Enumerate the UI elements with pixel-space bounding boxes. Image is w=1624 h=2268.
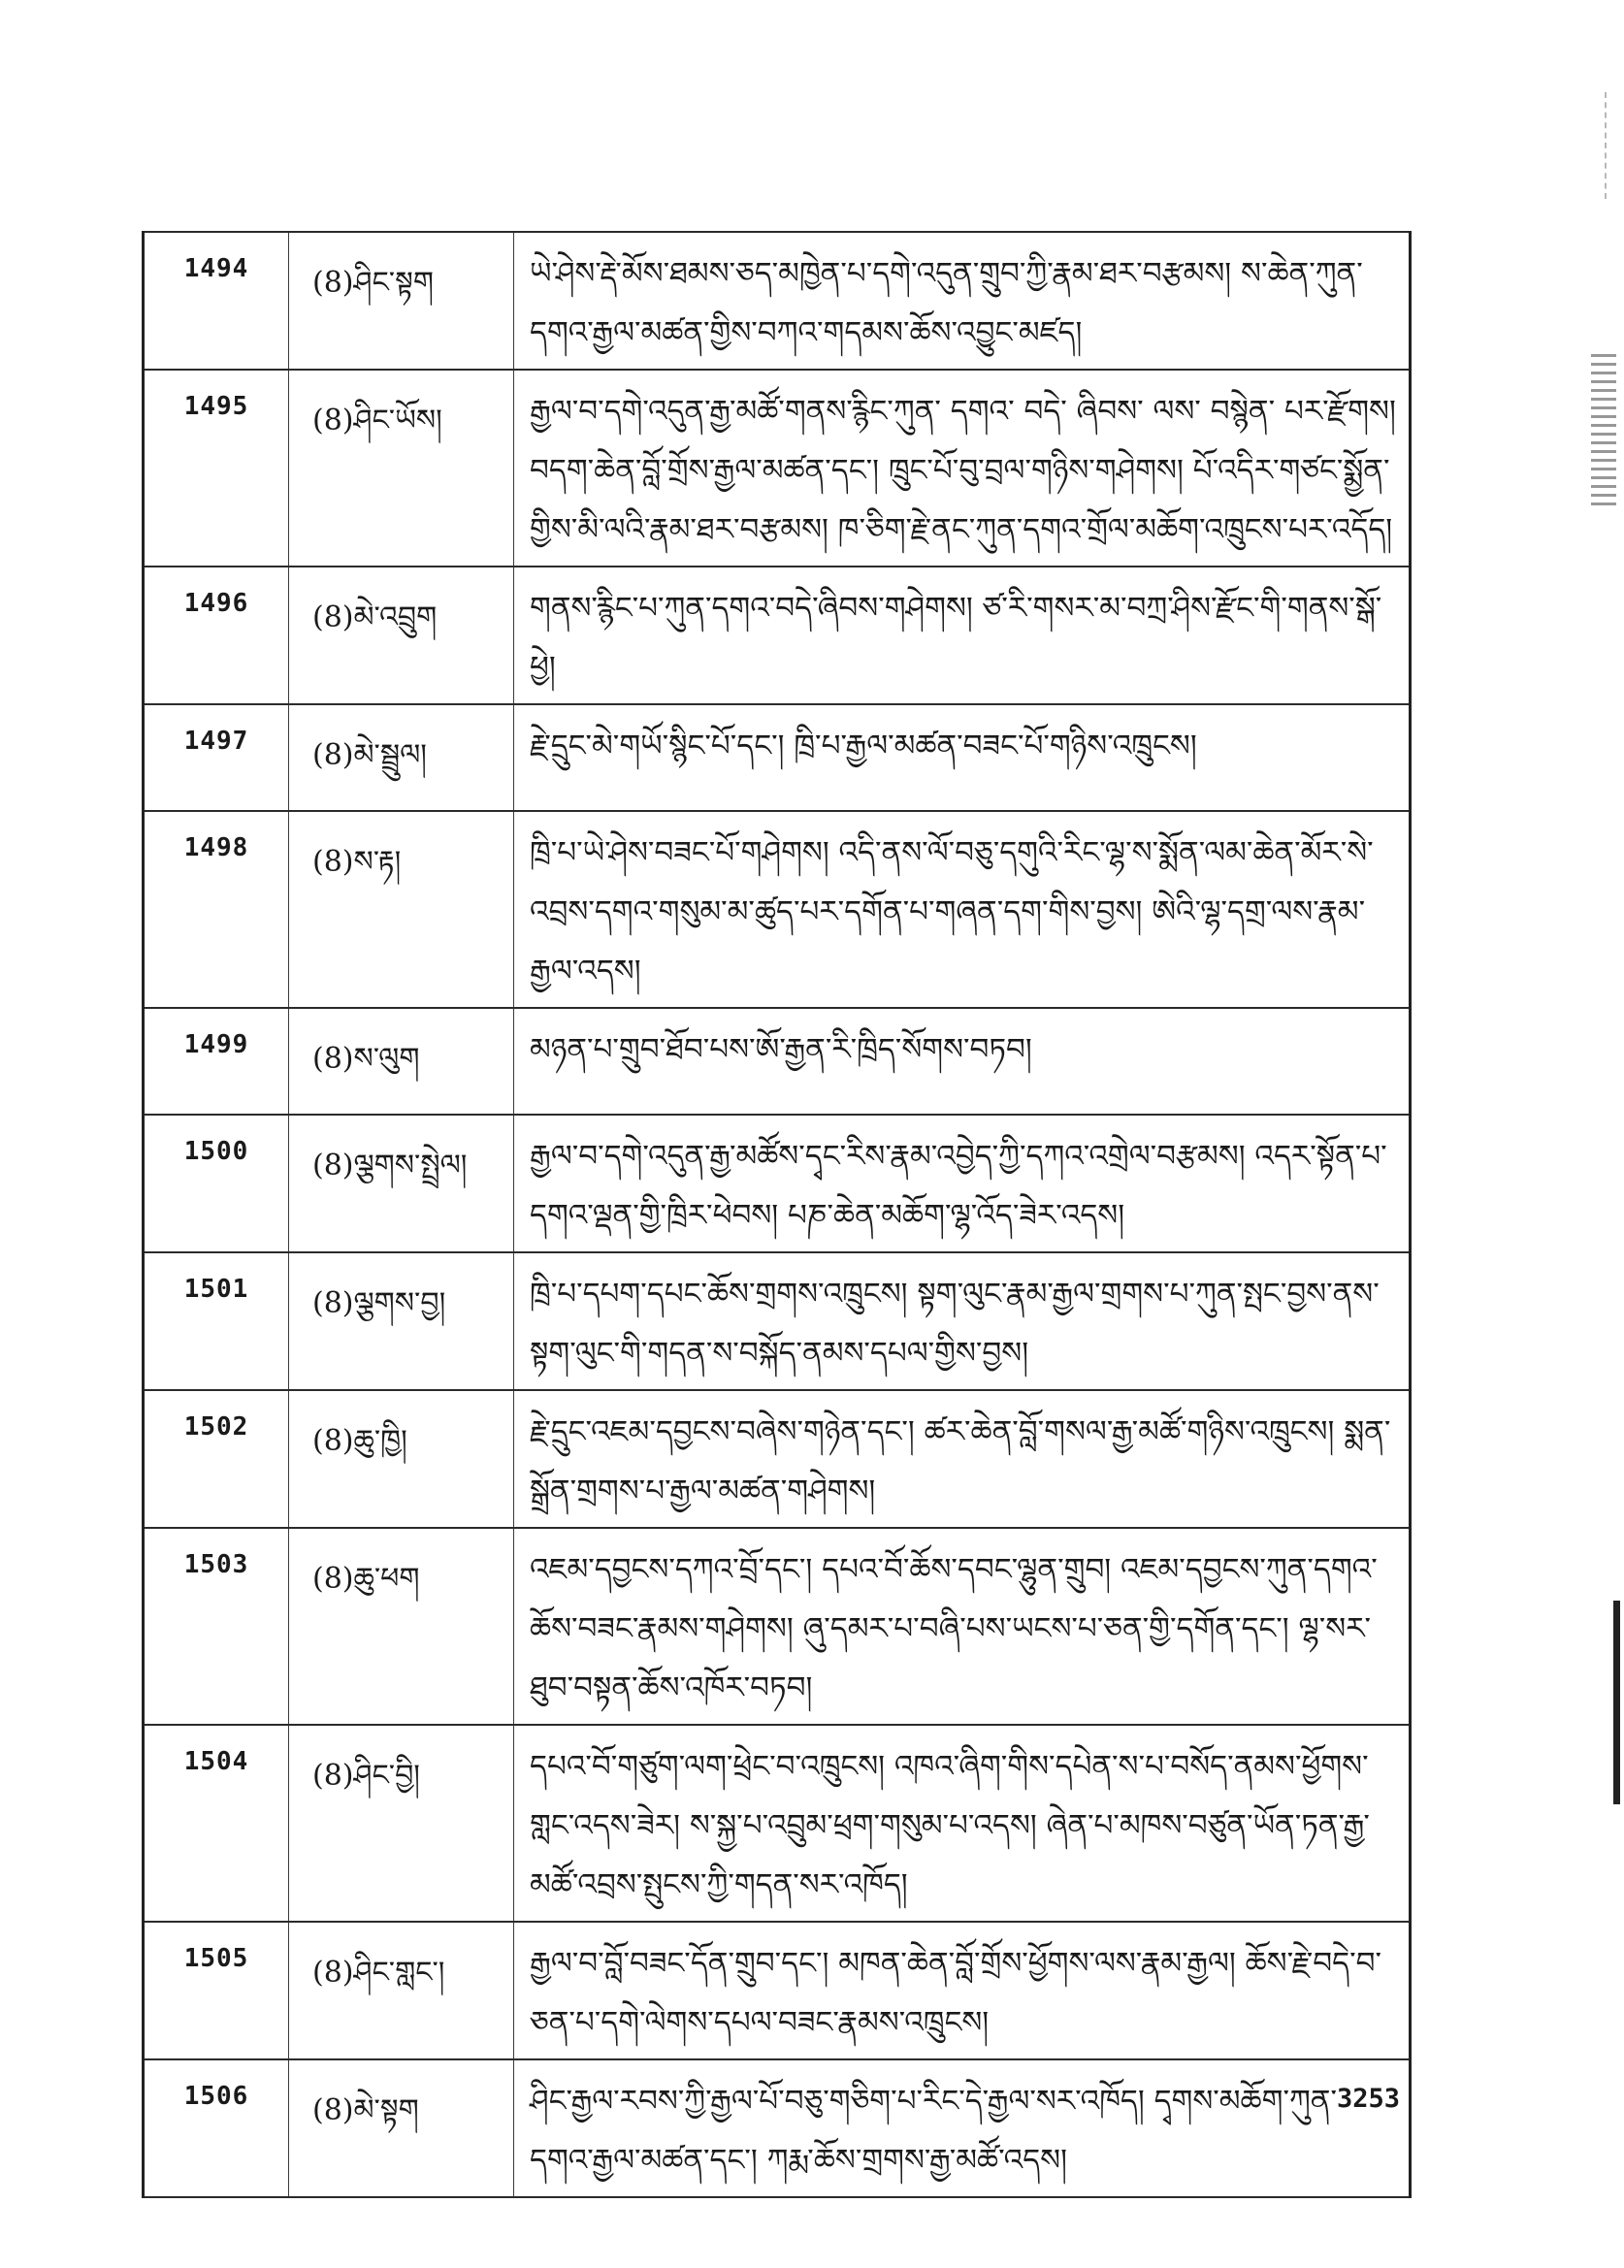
year-name: (8)མེ་འབྲུག [289, 567, 514, 704]
table-row [144, 1008, 1411, 1115]
year-name: (8)ལྕགས་བྱ། [289, 1252, 514, 1390]
year-name: (8)མེ་སྦྲུལ། [289, 704, 514, 811]
event-text: འཇམ་དབྱངས་དཀའ་བྲོ་དང་། དཔའ་བོ་ཆོས་དབང་ལྷུན་གྲུབ། འཇམ་དབྱངས་ཀུན་དགའ་ཆོས་བཟང་རྣམས་གཤེགས། ཞུ་དམར་པ་བཞི་པས་ཡངས་པ་ཅན་གྱི་དགོན་དང་། ལྷ་སར་ཐུབ་བསྟན་ཆོས་འཁོར་བཏབ། [514, 1528, 1411, 1725]
year-number: 1505 [144, 1922, 289, 2059]
year-number: 1506 [144, 2059, 289, 2197]
scan-margin-marks [1591, 354, 1616, 509]
table-row [144, 1725, 1411, 1922]
table-row [144, 232, 1411, 370]
year-name: (8)ས་རྟ། [289, 811, 514, 1008]
chronology-table [142, 231, 1412, 2198]
year-number: 1502 [144, 1390, 289, 1528]
year-name: (8)ཤིང་བྱི། [289, 1725, 514, 1922]
year-number: 1496 [144, 567, 289, 704]
event-text: རྗེ་དྲུང་འཇམ་དབྱངས་བཞེས་གཉེན་དང་། ཚར་ཆེན་བློ་གསལ་རྒྱ་མཚོ་གཉིས་འཁྲུངས། སྨན་སྒྲོན་གྲགས་པ་རྒྱལ་མཚན་གཤེགས། [514, 1390, 1411, 1528]
year-name: (8)ཤིང་སྟག [289, 232, 514, 370]
year-name: (8)ས་ལུག [289, 1008, 514, 1115]
table-row [144, 1390, 1411, 1528]
table-row [144, 704, 1411, 811]
event-text: གནས་རྙིང་པ་ཀུན་དགའ་བདེ་ཞིབས་གཤེགས། ཙ་རི་གསར་མ་བཀྲ་ཤིས་རྫོང་གི་གནས་སྒོ་ཕྱེ། [514, 567, 1411, 704]
table-row [144, 2059, 1411, 2197]
scan-margin-bar [1613, 1601, 1620, 1804]
event-text: རྒྱལ་བ་དགེ་འདུན་རྒྱ་མཚོ་གནས་རྙིང་ཀུན་ དགའ་ བདེ་ ཞིབས་ ལས་ བསྙེན་ པར་རྫོགས། བདག་ཆེན་བློ་གྲོས་རྒྱལ་མཚན་དང་། ཁྲུང་པོ་བུ་བྲལ་གཉིས་གཤེགས། པོ་འདིར་གཙང་སྨྱོན་གྱིས་མི་ལའི་རྣམ་ཐར་བརྩམས། ཁ་ཅིག་རྗེ་ནང་ཀུན་དགའ་གྲོལ་མཆོག་འཁྲུངས་པར་འདོད། [514, 370, 1411, 567]
year-number: 1498 [144, 811, 289, 1008]
table-row [144, 1528, 1411, 1725]
year-name: (8)ཆུ་ཁྱི། [289, 1390, 514, 1528]
year-name: (8)ལྕགས་སྤྲེལ། [289, 1115, 514, 1252]
event-text: དཔའ་བོ་གཙུག་ལག་ཕྲེང་བ་འཁྲུངས། འཁའ་ཞིག་གིས་དཔེན་ས་པ་བསོད་ནམས་ཕྱོགས་གླང་འདས་ཟེར། ས་སྐྱ་པ་འབྲུམ་ཕྲག་གསུམ་པ་འདས། ཞེན་པ་མཁས་བཙུན་ཡོན་ཏན་རྒྱ་མཚོ་འབྲས་སྤུངས་ཀྱི་གདན་སར་འཁོད། [514, 1725, 1411, 1922]
page-edge-marks [1605, 92, 1614, 199]
year-number: 1500 [144, 1115, 289, 1252]
event-text: རྒྱལ་བ་བློ་བཟང་དོན་གྲུབ་དང་། མཁན་ཆེན་བློ་གྲོས་ཕྱོགས་ལས་རྣམ་རྒྱལ། ཆོས་རྗེ་བདེ་བ་ཅན་པ་དགེ་ལེགས་དཔལ་བཟང་རྣམས་འཁྲུངས། [514, 1922, 1411, 2059]
table-row [144, 1252, 1411, 1390]
year-name: (8)མེ་སྟག [289, 2059, 514, 2197]
event-text: རྗེ་དྲུང་མེ་གཡོ་སྙིང་པོ་དང་། ཁྲི་པ་རྒྱལ་མཚན་བཟང་པོ་གཉིས་འཁྲུངས། [514, 704, 1411, 811]
year-number: 1503 [144, 1528, 289, 1725]
year-number: 1495 [144, 370, 289, 567]
event-text: མཉན་པ་གྲུབ་ཐོབ་པས་ཨོ་རྒྱན་རི་ཁྲིད་སོགས་བཏབ། [514, 1008, 1411, 1115]
event-text: ཤིང་རྒྱལ་རབས་ཀྱི་རྒྱལ་པོ་བཅུ་གཅིག་པ་རིང་དེ་རྒྱལ་སར་འཁོད། དྭགས་མཆོག་ཀུན་དགའ་རྒྱལ་མཚན་དང་། ཀརྨ་ཆོས་གྲགས་རྒྱ་མཚོ་འདས། [514, 2059, 1411, 2197]
year-number: 1497 [144, 704, 289, 811]
event-text: རྒྱལ་བ་དགེ་འདུན་རྒྱ་མཚོས་དྭང་རིས་རྣམ་འབྱེད་ཀྱི་དཀའ་འགྲེལ་བརྩམས། འདར་སྟོན་པ་དགའ་ལྡན་གྱི་ཁྲིར་ཕེབས། པཎ་ཆེན་མཆོག་ལྷ་འོད་ཟེར་འདས། [514, 1115, 1411, 1252]
year-name: (8)ཤིང་ཡོས། [289, 370, 514, 567]
event-text: ཁྲི་པ་དཔག་དཔང་ཆོས་གྲགས་འཁྲུངས། སྟག་ལུང་རྣམ་རྒྱལ་གྲགས་པ་ཀུན་སྤང་བྱས་ནས་སྟག་ལུང་གི་གདན་ས་བསྐོད་ནམས་དཔལ་གྱིས་བྱས། [514, 1252, 1411, 1390]
table-row [144, 1922, 1411, 2059]
page-number: 3253 [1337, 2084, 1401, 2114]
year-number: 1499 [144, 1008, 289, 1115]
table-row [144, 370, 1411, 567]
event-text: ཡེ་ཤེས་རྡེ་མོས་ཐམས་ཅད་མཁྱེན་པ་དགེ་འདུན་གྲུབ་ཀྱི་རྣམ་ཐར་བརྩམས། ས་ཆེན་ཀུན་དགའ་རྒྱལ་མཚན་གྱིས་བཀའ་གདམས་ཆོས་འབྱུང་མཛད། [514, 232, 1411, 370]
chronology-table-body [144, 232, 1411, 2197]
year-name: (8)ཤིང་གླང་། [289, 1922, 514, 2059]
table-row [144, 811, 1411, 1008]
event-text: ཁྲི་པ་ཡེ་ཤེས་བཟང་པོ་གཤེགས། འདི་ནས་ལོ་བཅུ་དགུའི་རིང་ལྷ་ས་སྨོན་ལམ་ཆེན་མོར་སེ་འབྲས་དགའ་གསུམ་མ་ཚུད་པར་དགོན་པ་གཞན་དག་གིས་བྱས། ཨེའི་ལྷ་དགྲ་ལས་རྣམ་རྒྱལ་འདས། [514, 811, 1411, 1008]
table-row [144, 567, 1411, 704]
year-number: 1494 [144, 232, 289, 370]
year-name: (8)ཆུ་ཕག [289, 1528, 514, 1725]
table-row [144, 1115, 1411, 1252]
year-number: 1501 [144, 1252, 289, 1390]
year-number: 1504 [144, 1725, 289, 1922]
